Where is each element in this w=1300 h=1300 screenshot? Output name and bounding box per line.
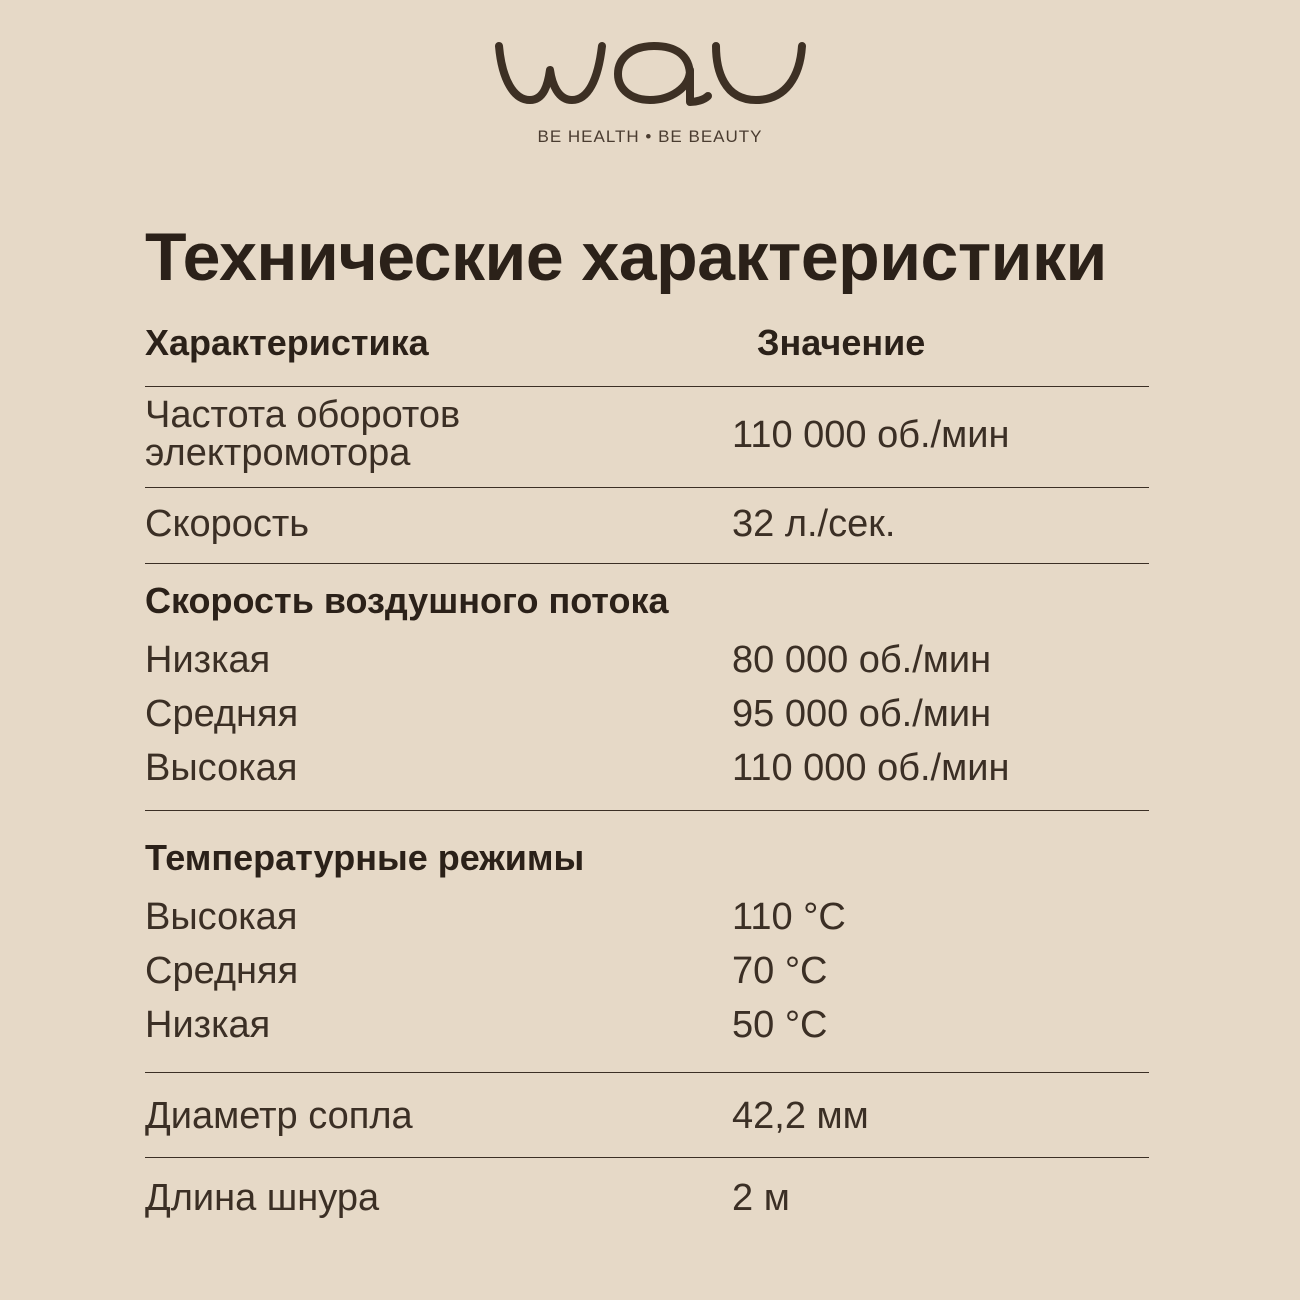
divider [145, 487, 1149, 488]
column-header-value: Значение [757, 322, 926, 363]
table-row [145, 395, 1149, 479]
row-value: 50 °C [732, 1004, 828, 1046]
row-key: Диаметр сопла [145, 1095, 413, 1137]
row-key: Частота оборотов [145, 394, 461, 436]
row-key-continued: электромотора [145, 432, 411, 474]
row-value: 42,2 мм [732, 1095, 869, 1137]
brand-tagline: BE HEALTH • BE BEAUTY [537, 127, 763, 146]
divider [145, 1072, 1149, 1073]
divider [145, 386, 1149, 387]
divider [145, 810, 1149, 811]
row-key: Низкая [145, 639, 271, 681]
row-value: 2 м [732, 1177, 790, 1219]
section-heading-airflow: Скорость воздушного потока [145, 580, 669, 621]
wau-logo-icon [494, 40, 806, 106]
row-value: 110 000 об./мин [732, 747, 1010, 789]
row-key: Длина шнура [145, 1177, 380, 1219]
row-value: 32 л./сек. [732, 503, 896, 545]
row-key: Средняя [145, 693, 299, 735]
row-value: 110 000 об./мин [732, 414, 1010, 456]
section-heading-temperature: Температурные режимы [145, 837, 585, 878]
divider [145, 1157, 1149, 1158]
row-key: Средняя [145, 950, 299, 992]
page-title: Технические характеристики [145, 219, 1107, 295]
row-value: 70 °C [732, 950, 828, 992]
row-value: 95 000 об./мин [732, 693, 992, 735]
row-key: Высокая [145, 896, 298, 938]
row-value: 80 000 об./мин [732, 639, 992, 681]
brand-logo [0, 0, 1300, 160]
row-value: 110 °C [732, 896, 846, 938]
divider [145, 563, 1149, 564]
table-header [145, 322, 1149, 364]
row-key: Скорость [145, 503, 310, 545]
row-key: Низкая [145, 1004, 271, 1046]
row-key: Высокая [145, 747, 298, 789]
column-header-key: Характеристика [145, 322, 429, 363]
